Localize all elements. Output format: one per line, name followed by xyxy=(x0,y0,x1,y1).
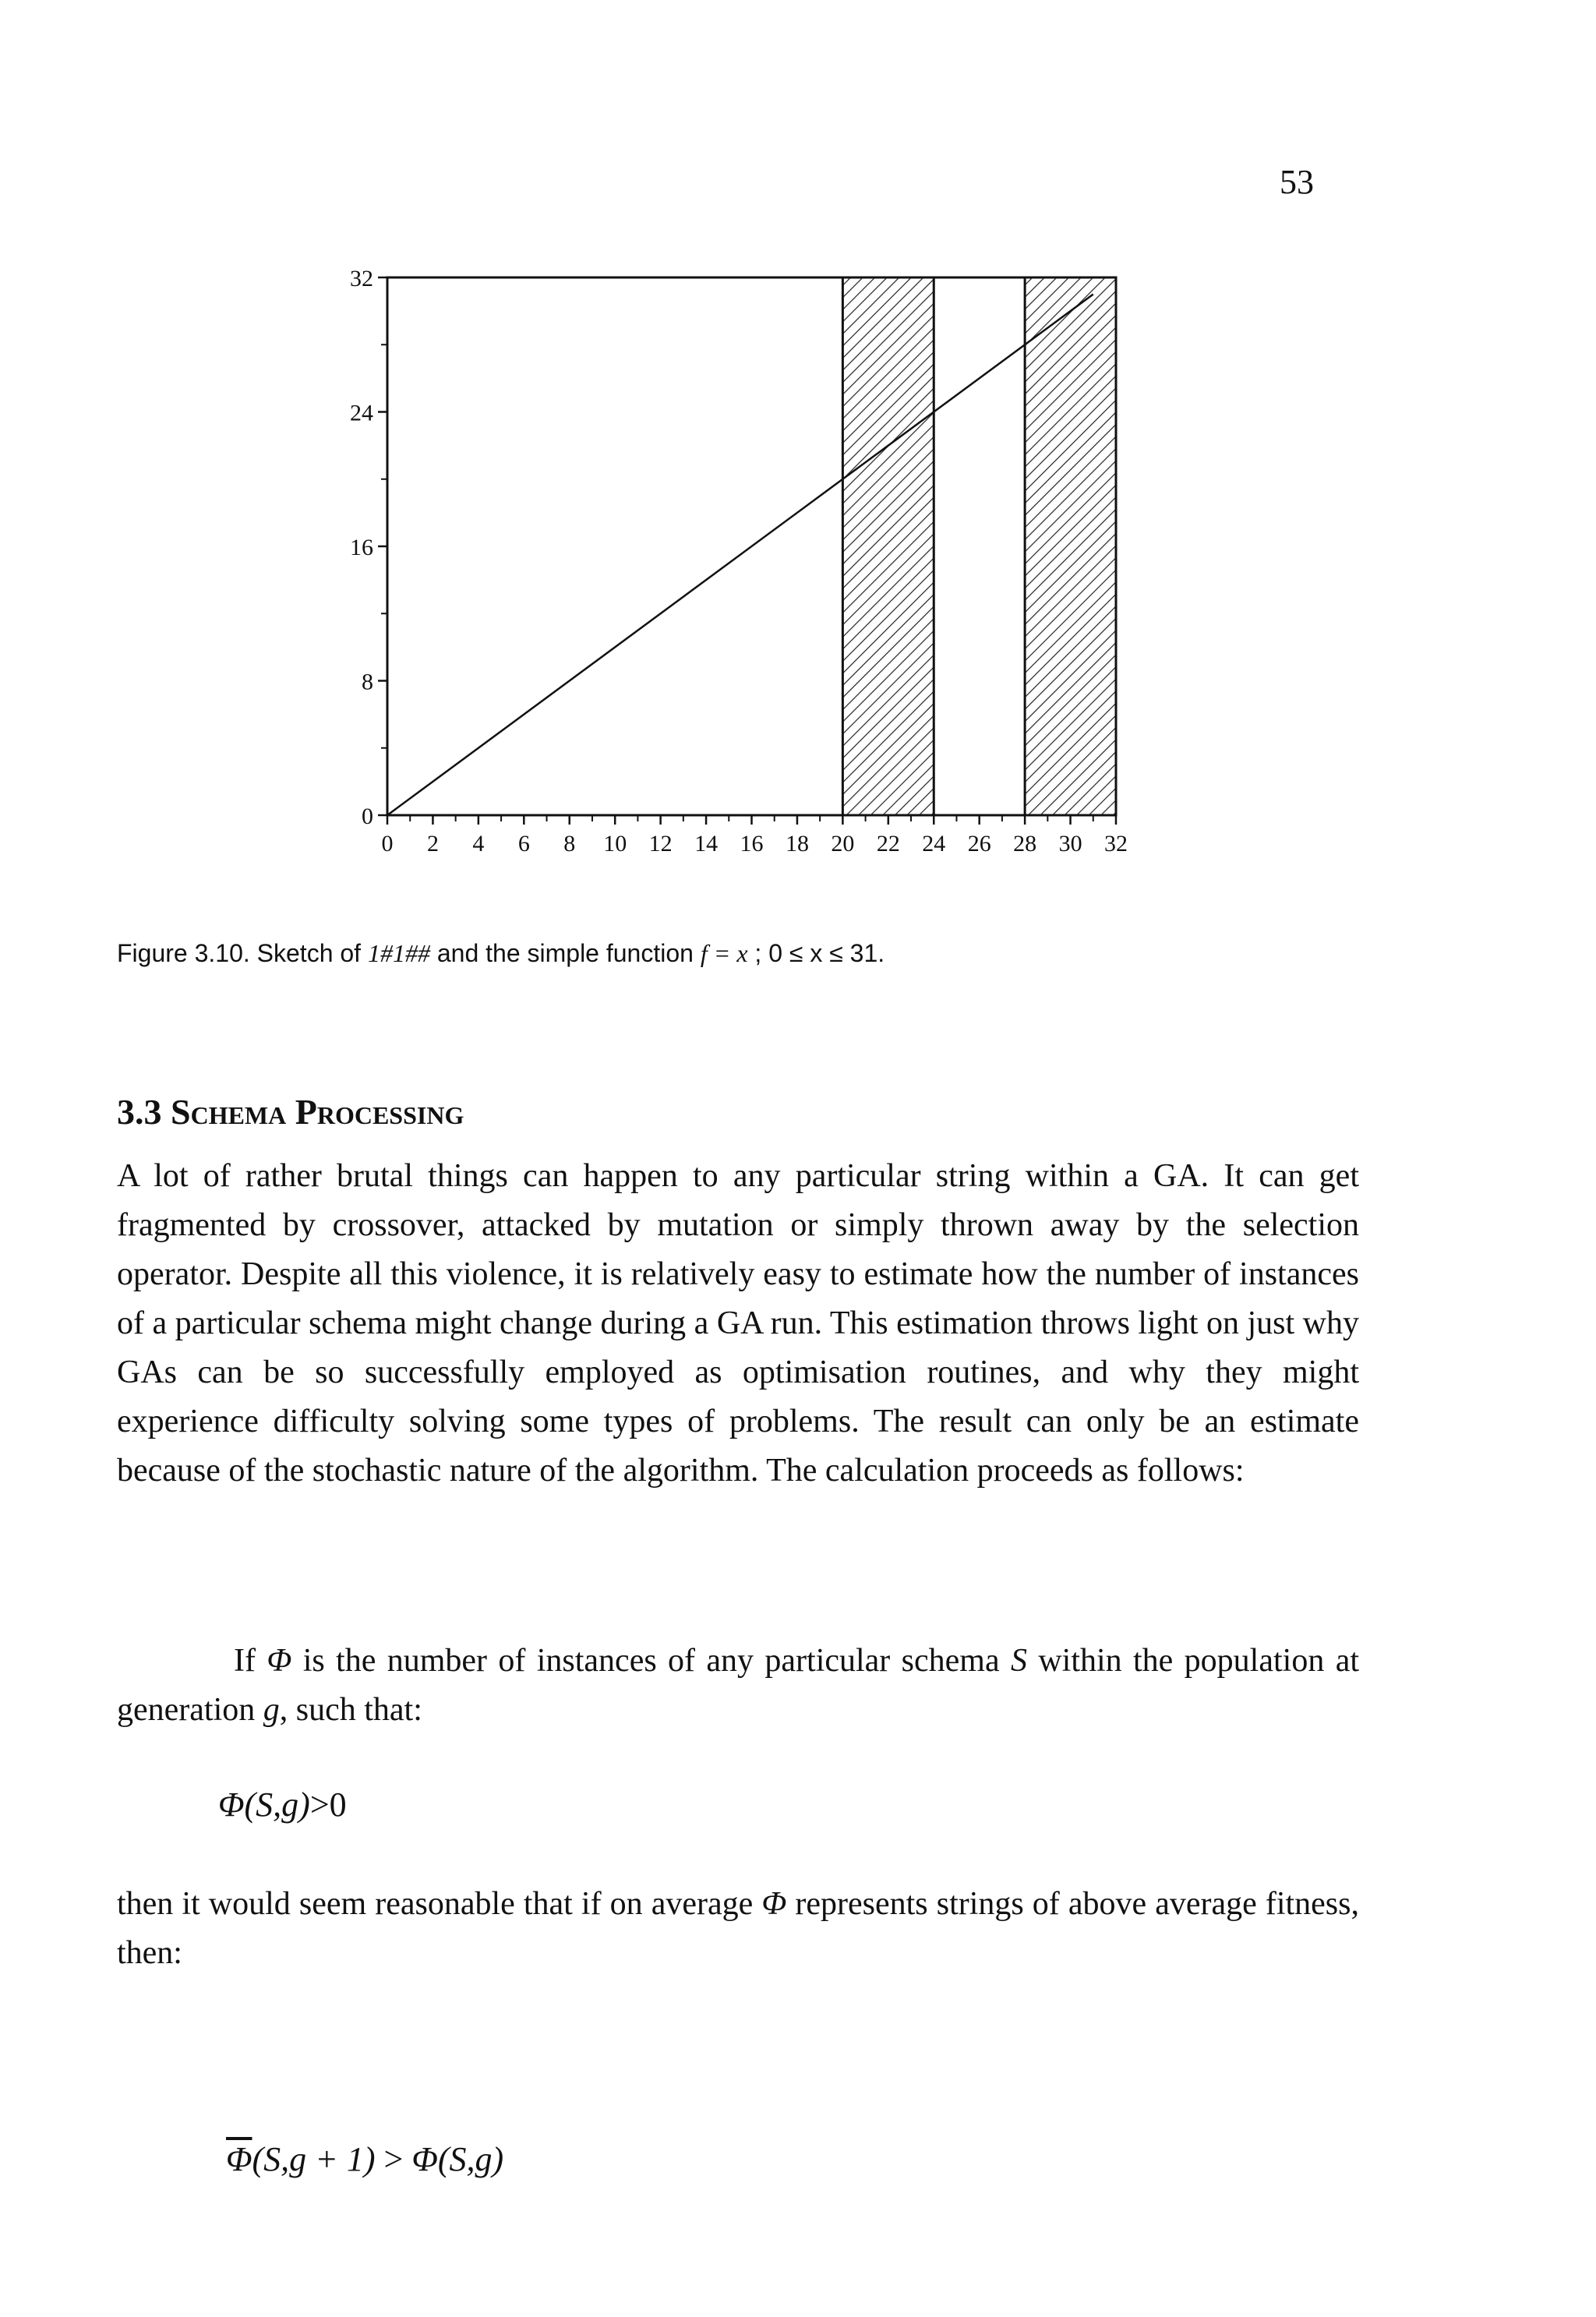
caption-function: f = x xyxy=(700,939,748,967)
x-tick-label: 20 xyxy=(831,831,855,857)
p2-part-d: , such that: xyxy=(279,1692,422,1728)
phi-symbol: Φ xyxy=(267,1643,292,1679)
x-tick-label: 24 xyxy=(922,831,946,857)
generation-symbol: g xyxy=(263,1692,280,1728)
x-tick-label: 30 xyxy=(1058,831,1082,857)
eq2-args: (S,g + 1) xyxy=(252,2140,376,2178)
x-tick-label: 26 xyxy=(967,831,991,857)
shaded-regions xyxy=(842,277,1116,815)
x-tick-label: 32 xyxy=(1104,831,1128,857)
section-heading xyxy=(117,1091,464,1132)
caption-mid: and the simple function xyxy=(429,939,701,967)
x-tick-label: 8 xyxy=(563,831,576,857)
y-tick-label: 0 xyxy=(362,804,373,829)
paragraph-definition xyxy=(117,1637,1359,1735)
section-title: Schema Processing xyxy=(171,1092,464,1132)
x-tick-label: 28 xyxy=(1013,831,1037,857)
x-tick-label: 2 xyxy=(426,831,439,857)
series-layer xyxy=(387,295,1093,815)
figure-caption xyxy=(117,939,885,968)
y-tick-label: 8 xyxy=(362,669,373,695)
x-tick-label: 4 xyxy=(472,831,485,857)
p3-part-a: then it would seem reasonable that if on average xyxy=(117,1886,762,1922)
y-axis xyxy=(350,266,387,829)
caption-schema: 1#1## xyxy=(367,939,430,967)
p3-part-b: represents strings of above average fitness, then: xyxy=(117,1886,1360,1971)
schema-function-chart xyxy=(0,0,1596,896)
x-tick-label: 12 xyxy=(648,831,673,857)
eq1-relation: >0 xyxy=(309,1785,347,1824)
y-tick-label: 16 xyxy=(350,535,373,560)
x-tick-label: 18 xyxy=(785,831,809,857)
caption-range: ; 0 ≤ x ≤ 31. xyxy=(747,939,885,967)
shaded-region-1 xyxy=(1025,277,1116,815)
paragraph-intro: A lot of rather brutal things can happen to any particular string within a GA. It can get fragmented by crossover, attacked by mutation or simply thrown away by the selection operator. Despite all this violence, it is relatively easy to estimate how the number of instances of a particular schema might change during a GA run. This estimation throws light on just why GAs can be so successfully employed as optimisation routines, and why they might experience difficulty solving some types of problems. The result can only be an estimate because of the stochastic nature of the algorithm. The calculation proceeds as follows: xyxy=(117,1158,1359,1489)
p2-part-b: is the number of instances of any particular schema xyxy=(291,1643,1011,1679)
caption-prefix: Figure 3.10. Sketch of xyxy=(117,939,368,967)
series-line-0 xyxy=(387,295,1093,815)
x-tick-label: 0 xyxy=(381,831,394,857)
shaded-region-0 xyxy=(842,277,934,815)
x-tick-label: 10 xyxy=(603,831,627,857)
y-tick-label: 24 xyxy=(350,400,373,426)
eq2-phi: Φ xyxy=(411,2140,438,2178)
section-number: 3.3 xyxy=(117,1092,162,1132)
x-tick-label: 14 xyxy=(694,831,719,857)
p2-part-c: within the population at generation xyxy=(117,1643,1359,1728)
eq2-phi-bar: $\overline{\Phi}$ xyxy=(226,2140,252,2178)
eq1-phi: Φ xyxy=(218,1785,245,1824)
x-axis xyxy=(382,815,1128,857)
page-number: 53 xyxy=(1280,163,1314,201)
equation-1 xyxy=(218,1785,347,1824)
eq2-relation: > xyxy=(375,2140,412,2178)
p2-part-a: If xyxy=(234,1643,267,1679)
phi-symbol: Φ xyxy=(761,1886,787,1922)
x-tick-label: 22 xyxy=(876,831,900,857)
eq1-args: (S,g) xyxy=(244,1785,310,1824)
eq2-args2: (S,g) xyxy=(437,2140,504,2178)
y-tick-label: 32 xyxy=(350,266,373,291)
equation-2 xyxy=(226,2139,503,2179)
paragraph-conclusion xyxy=(117,1880,1359,1978)
x-tick-label: 16 xyxy=(740,831,764,857)
schema-symbol: S xyxy=(1010,1643,1027,1679)
x-tick-label: 6 xyxy=(517,831,530,857)
